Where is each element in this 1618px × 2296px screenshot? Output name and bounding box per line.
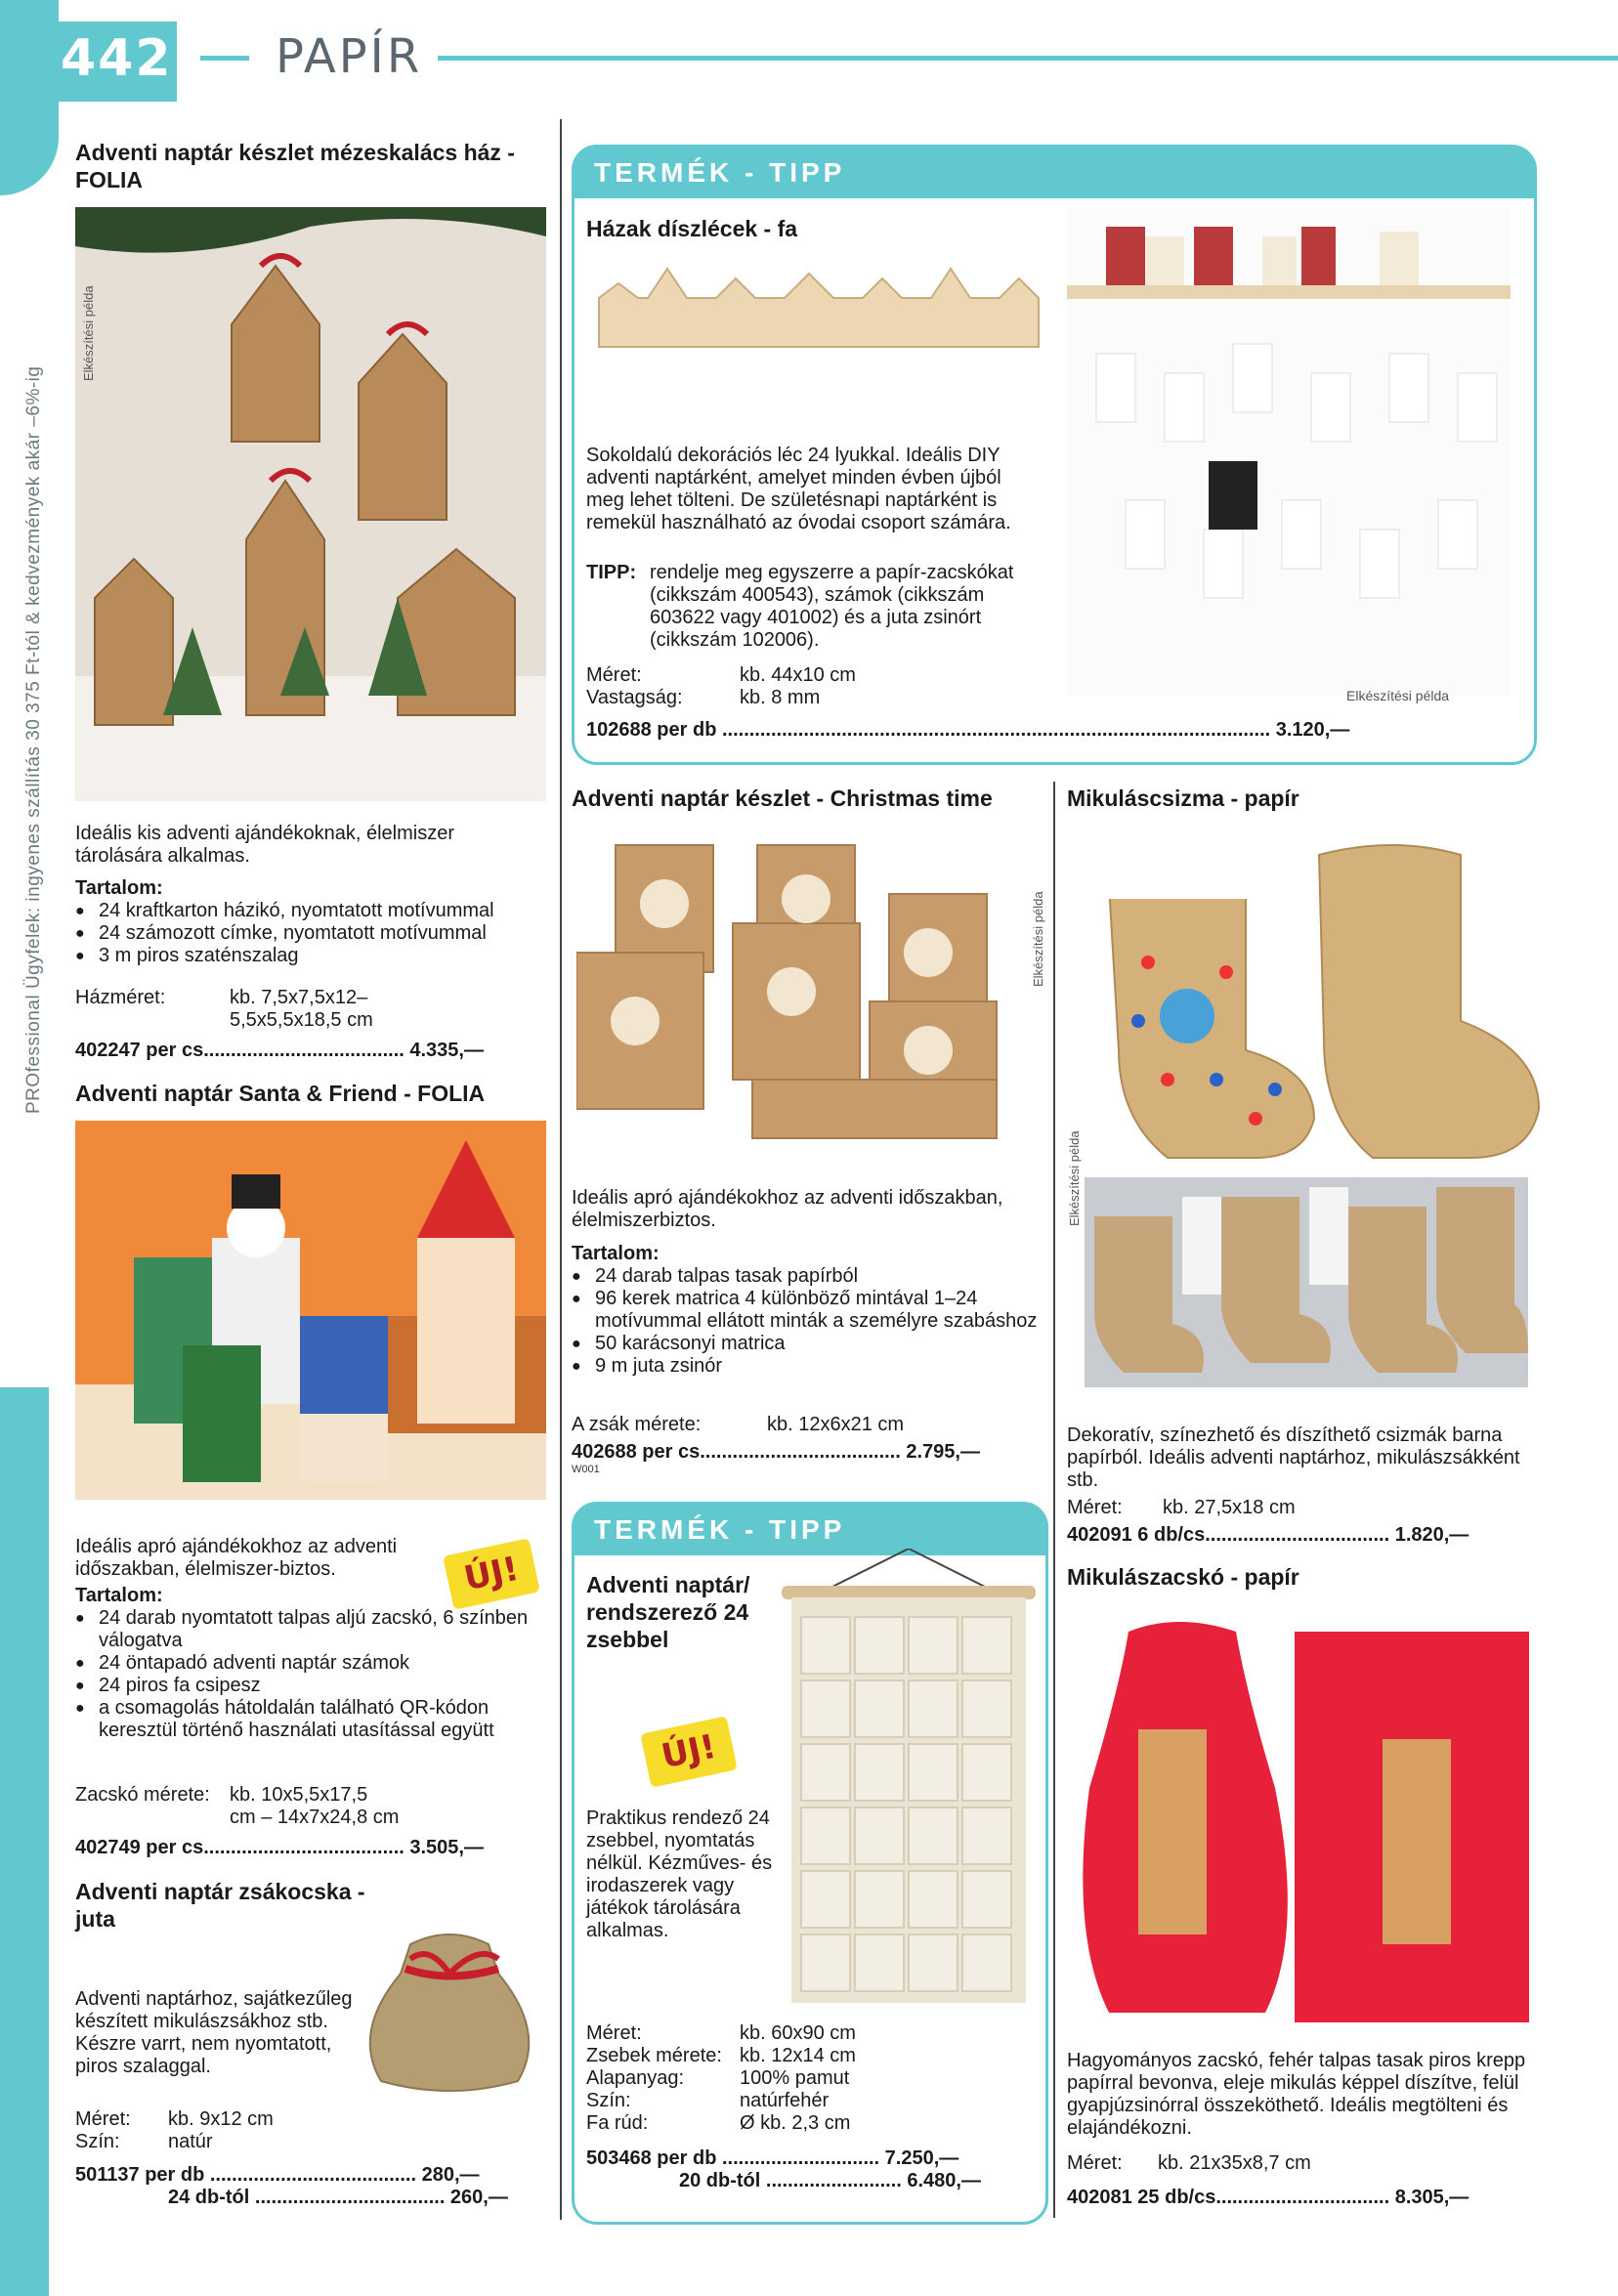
example-label: Elkészítési példa (1067, 1130, 1082, 1226)
product-image-santa-friends (75, 1121, 546, 1500)
product-description: Ideális apró ajándékokhoz az adventi időszakban, élelmiszerbiztos. (572, 1187, 1003, 1231)
color-label: Szín: (75, 2131, 120, 2152)
price-line: 402688 per cs..................................... 2.795,— (572, 1441, 980, 1463)
list-item: ● 50 karácsonyi matrica (572, 1333, 1041, 1355)
new-badge: ÚJ! (640, 1716, 738, 1787)
page-number: 442 (61, 29, 173, 88)
size-label: Házméret: (75, 987, 166, 1008)
product-title: Adventi naptár/ rendszerező 24 zsebbel (586, 1572, 750, 1652)
column-divider (1053, 782, 1055, 2218)
price-line: 402749 per cs..................................... 3.505,— (75, 1837, 484, 1858)
price-line: 24 db-tól ................................... 260,— (168, 2187, 508, 2208)
list-item: ● 24 darab talpas tasak papírból (572, 1265, 1041, 1288)
size-value: cm – 14x7x24,8 cm (230, 1807, 400, 1828)
list-item: ● 24 számozott címke, nyomtatott motívummal (75, 922, 554, 945)
contents-list (75, 900, 554, 967)
product-description: Ideális kis adventi ajándékoknak, élelmiszer tárolására alkalmas. (75, 823, 454, 867)
example-label: Elkészítési példa (81, 285, 96, 381)
spec-value: Ø kb. 2,3 cm (740, 2112, 851, 2134)
product-description: Praktikus rendező 24 zsebbel, nyomtatás nélkül. Kézműves- és irodaszerek vagy játékok tárolására alkalmas. (586, 1807, 773, 1941)
product-description: Sokoldalú dekorációs léc 24 lyukkal. Ideális DIY adventi naptárként, amelyet minden évben újból meg lehet tölteni. De születésnapi naptárként is remekül használható az óvodai csoport számára. (586, 445, 1011, 533)
contents-list (75, 1607, 554, 1742)
new-badge: ÚJ! (443, 1538, 540, 1609)
contents-list (572, 1265, 1041, 1378)
example-label: Elkészítési példa (1031, 891, 1045, 987)
size-value: kb. 27,5x18 cm (1163, 1497, 1296, 1518)
list-item: ● 24 öntapadó adventi naptár számok (75, 1652, 554, 1675)
price-line: 402081 25 db/cs................................ 8.305,— (1067, 2187, 1469, 2208)
product-image-pocket-organizer (772, 1549, 1045, 2008)
example-label: Elkészítési példa (1346, 688, 1450, 703)
spec-label: Alapanyag: (586, 2067, 685, 2089)
spec-label: Szín: (586, 2090, 631, 2111)
size-value: kb. 10x5,5x17,5 (230, 1784, 368, 1806)
size-label: Méret: (75, 2108, 131, 2130)
tip-label: TIPP: (586, 562, 637, 583)
list-item: ● 24 darab nyomtatott talpas aljú zacskó, 6 színben válogatva (75, 1607, 554, 1652)
size-value: 5,5x5,5x18,5 cm (230, 1009, 373, 1031)
color-value: natúr (168, 2131, 213, 2152)
spec-row (586, 2112, 1036, 2135)
tip-header: TERMÉK - TIPP (575, 148, 1534, 198)
product-description: Hagyományos zacskó, fehér talpas tasak piros krepp papírral bevonva, eleje mikulás képpel díszítve, felül gyapjúzsinórral összeköthető. Ideális megtölteni és elajándékozni. (1067, 2050, 1526, 2139)
price-line: 402247 per cs..................................... 4.335,— (75, 1040, 484, 1061)
product-description: Adventi naptárhoz, sajátkezűleg készített mikulászsákhoz stb. Készre varrt, nem nyomtatott, piros szalaggal. (75, 1988, 353, 2077)
product-title: Házak díszlécek - fa (586, 216, 798, 241)
side-strip (0, 1387, 49, 2296)
contents-label: Tartalom: (572, 1243, 660, 1264)
list-item: ● 24 piros fa csipesz (75, 1675, 554, 1697)
size-label: Méret: (586, 664, 642, 686)
tip-text: rendelje meg egyszerre a papír-zacskókat (cikkszám 400543), számok (cikkszám 603622 vagy 401002) és a juta zsinórt (cikkszám 102006). (650, 562, 1014, 651)
price-line: 20 db-tól ......................... 6.480,— (679, 2170, 981, 2191)
thickness-value: kb. 8 mm (740, 687, 821, 708)
product-image-advent-garland (1067, 207, 1511, 696)
product-title: Mikuláscsizma - papír (1067, 786, 1299, 811)
list-item: ● 96 kerek matrica 4 különböző mintával 1–24 motívummal ellátott minták a személyre szabáshoz (572, 1288, 1041, 1333)
product-image-santa-bags (1070, 1612, 1539, 2032)
product-title: Adventi naptár készlet mézeskalács ház - FOLIA (75, 140, 515, 192)
tip-header: TERMÉK - TIPP (575, 1505, 1045, 1555)
price-line: 402091 6 db/cs.................................. 1.820,— (1067, 1524, 1469, 1546)
product-image-paper-boots (1080, 826, 1554, 1168)
spec-row (586, 2090, 1036, 2112)
product-image-jute-sack (352, 1905, 547, 2101)
spec-value: natúrfehér (740, 2090, 830, 2111)
column-divider (560, 119, 562, 2220)
spec-label: Méret: (586, 2022, 642, 2044)
code-note: W001 (572, 1464, 600, 1475)
contents-label: Tartalom: (75, 877, 163, 899)
price-line: 102688 per db ..................................................................................................... 3.120,— (586, 719, 1350, 741)
product-image-boots-example (1085, 1177, 1528, 1387)
contents-label: Tartalom: (75, 1585, 163, 1606)
size-label: A zsák mérete: (572, 1414, 702, 1435)
list-item: ● a csomagolás hátoldalán található QR-kódon keresztül történő használati utasítással együtt (75, 1697, 554, 1742)
product-description: Dekoratív, színezhető és díszíthető csizmák barna papírból. Ideális adventi naptárhoz, mikulászsákként stb. (1067, 1424, 1520, 1491)
size-value: kb. 9x12 cm (168, 2108, 274, 2130)
page-title: PAPÍR (276, 29, 423, 84)
price-line: 501137 per db ...................................... 280,— (75, 2164, 480, 2186)
spec-value: kb. 12x14 cm (740, 2045, 856, 2066)
sidebar-promo: PROfessional Ügyfelek: ingyenes szállítás 30 375 Ft-tól & kedvezmények akár –6%-ig (23, 365, 44, 1114)
header-rule-left (200, 56, 249, 61)
spec-label: Zsebek mérete: (586, 2045, 722, 2066)
product-title: Adventi naptár zsákocska - juta (75, 1879, 365, 1932)
list-item: ● 24 kraftkarton házikó, nyomtatott motívummal (75, 900, 554, 922)
product-title: Mikulászacskó - papír (1067, 1564, 1299, 1590)
spec-value: kb. 60x90 cm (740, 2022, 856, 2044)
spec-label: Fa rúd: (586, 2112, 649, 2134)
list-item: ● 9 m juta zsinór (572, 1355, 1041, 1378)
list-item: ● 3 m piros szaténszalag (75, 945, 554, 967)
spec-value: 100% pamut (740, 2067, 850, 2089)
size-label: Méret: (1067, 2152, 1123, 2174)
spec-row (586, 2067, 1036, 2090)
product-image-gingerbread-houses (75, 207, 546, 801)
product-image-wooden-rail (589, 259, 1042, 357)
size-value: kb. 21x35x8,7 cm (1158, 2152, 1311, 2174)
product-title: Adventi naptár Santa & Friend - FOLIA (75, 1081, 486, 1106)
price-line: 503468 per db ............................. 7.250,— (586, 2147, 959, 2169)
size-label: Zacskó mérete: (75, 1784, 210, 1806)
size-value: kb. 44x10 cm (740, 664, 856, 686)
spec-row (586, 2022, 1036, 2045)
thickness-label: Vastagság: (586, 687, 683, 708)
product-image-christmas-bags (576, 826, 1026, 1153)
product-title: Adventi naptár készlet - Christmas time (572, 786, 993, 811)
header-rule-right (438, 56, 1618, 61)
spec-row (586, 2045, 1036, 2067)
size-label: Méret: (1067, 1497, 1123, 1518)
size-value: kb. 7,5x7,5x12– (230, 987, 368, 1008)
spec-table (586, 2022, 1036, 2135)
product-description: Ideális apró ajándékokhoz az adventi időszakban, élelmiszer-biztos. (75, 1536, 398, 1580)
size-value: kb. 12x6x21 cm (767, 1414, 905, 1435)
